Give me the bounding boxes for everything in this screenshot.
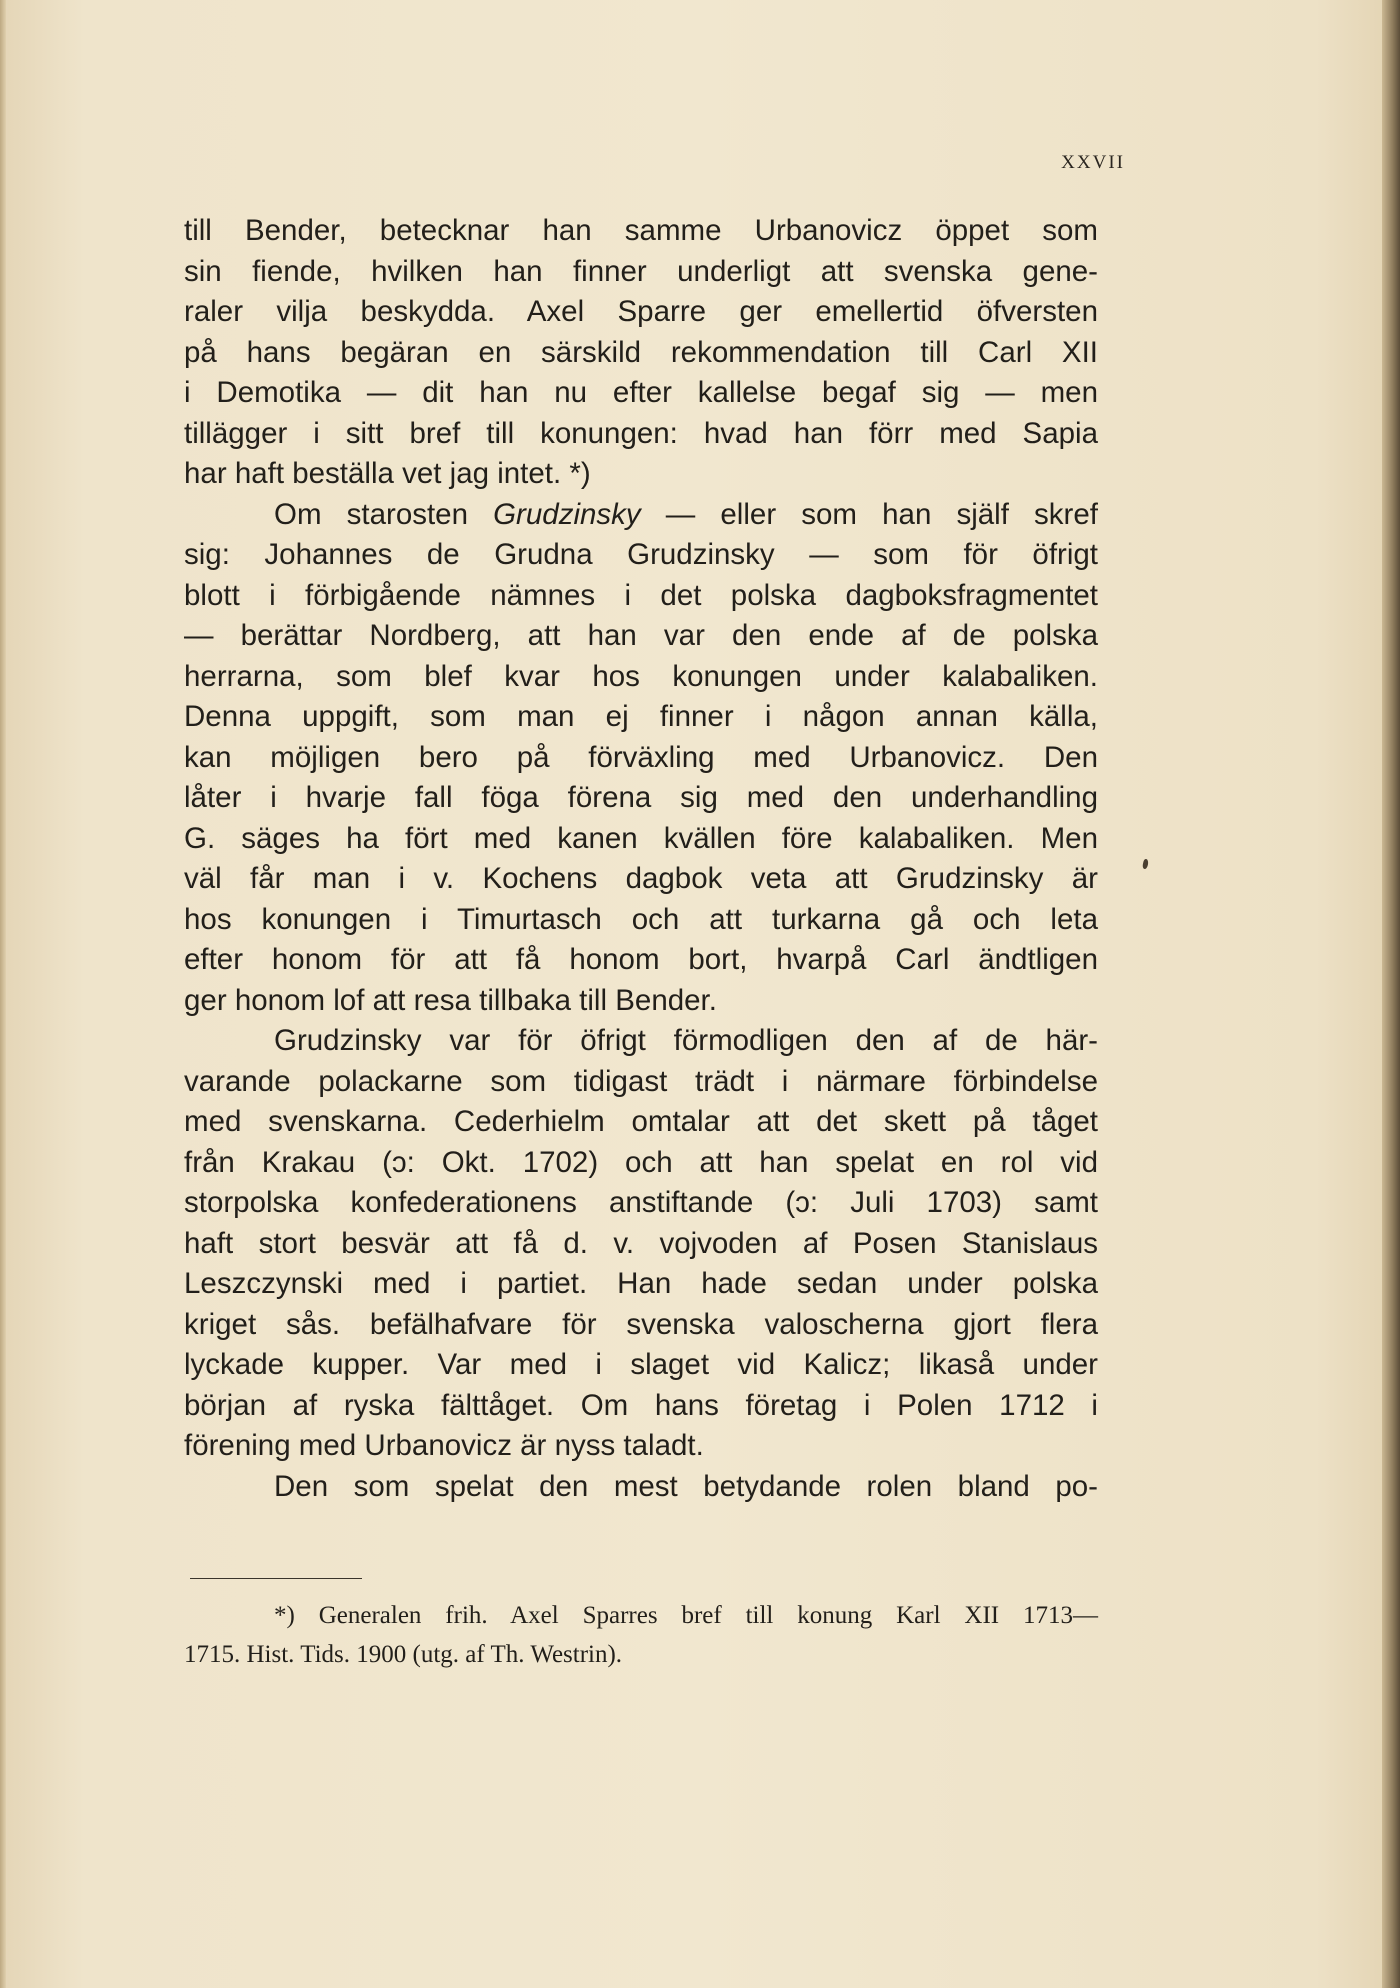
body-line: till Bender, betecknar han samme Urbanovicz öppet som xyxy=(184,214,1098,247)
body-line: början af ryska fälttåget. Om hans företag i Polen 1712 i xyxy=(184,1388,1098,1422)
body-line: i Demotika — dit han nu efter kallelse begaf sig — men xyxy=(184,376,1098,409)
body-line: G. säges ha fört med kanen kvällen före kalabaliken. Men xyxy=(184,821,1098,855)
body-line: storpolska konfederationens anstiftande (ɔ: Juli 1703) samt xyxy=(184,1186,1098,1219)
body-line: tillägger i sitt bref till konungen: hvad han förr med Sapia xyxy=(184,416,1098,450)
body-line: kriget sås. befälhafvare för svenska valoscherna gjort flera xyxy=(184,1307,1098,1341)
page-left-edge xyxy=(0,0,6,1988)
body-line: från Krakau (ɔ: Okt. 1702) och att han spelat en rol vid xyxy=(184,1145,1098,1179)
body-line: haft stort besvär att få d. v. vojvoden af Posen Stanislaus xyxy=(184,1226,1098,1260)
body-line: väl får man i v. Kochens dagbok veta att Grudzinsky är xyxy=(184,862,1098,895)
body-line: efter honom för att få honom bort, hvarpå Carl ändtligen xyxy=(184,943,1098,976)
body-line: Denna uppgift, som man ej finner i någon annan källa, xyxy=(184,700,1098,733)
body-line: raler vilja beskydda. Axel Sparre ger emellertid öfversten xyxy=(184,295,1098,328)
body-line-with-italic xyxy=(184,495,1098,536)
body-line: sin fiende, hvilken han finner underligt att svenska gene- xyxy=(184,254,1098,288)
page-number: XXVII xyxy=(1061,152,1125,173)
body-line: Leszczynski med i partiet. Han hade sedan under polska xyxy=(184,1267,1098,1300)
body-line: lyckade kupper. Var med i slaget vid Kalicz; likaså under xyxy=(184,1348,1098,1381)
body-line: hos konungen i Timurtasch och att turkarna gå och leta xyxy=(184,902,1098,936)
body-line: sig: Johannes de Grudna Grudzinsky — som för öfrigt xyxy=(184,538,1098,571)
body-line: låter i hvarje fall föga förena sig med den underhandling xyxy=(184,781,1098,814)
page-right-edge xyxy=(1382,0,1400,1988)
body-line: varande polackarne som tidigast trädt i närmare förbindelse xyxy=(184,1064,1098,1098)
body-line: har haft beställa vet jag intet. *) xyxy=(184,457,591,490)
body-line: kan möjligen bero på förväxling med Urbanovicz. Den xyxy=(184,740,1098,774)
footnote-divider xyxy=(190,1578,362,1579)
ink-speck xyxy=(1142,859,1149,870)
body-text xyxy=(184,211,1098,1507)
body-line: med svenskarna. Cederhielm omtalar att det skett på tåget xyxy=(184,1105,1098,1138)
line-segment: — eller som han själf skref xyxy=(640,497,1098,531)
footnote-line: 1715. Hist. Tids. 1900 (utg. af Th. Westrin). xyxy=(184,1641,623,1668)
body-line: på hans begäran en särskild rekommendation till Carl XII xyxy=(184,335,1098,369)
body-line: Grudzinsky var för öfrigt förmodligen den af de här- xyxy=(274,1024,1098,1057)
body-line: — berättar Nordberg, att han var den ende af de polska xyxy=(184,619,1098,652)
body-line: Den som spelat den mest betydande rolen bland po- xyxy=(274,1469,1098,1503)
line-segment: Om starosten xyxy=(274,497,494,531)
body-line: förening med Urbanovicz är nyss taladt. xyxy=(184,1429,704,1462)
italic-name: Grudzinsky xyxy=(493,497,641,531)
footnote xyxy=(184,1596,1098,1674)
body-line: ger honom lof att resa tillbaka till Bender. xyxy=(184,983,717,1017)
body-line: blott i förbigående nämnes i det polska dagboksfragmentet xyxy=(184,578,1098,612)
footnote-line: *) Generalen frih. Axel Sparres bref till konung Karl XII 1713— xyxy=(274,1602,1098,1629)
body-line: herrarna, som blef kvar hos konungen under kalabaliken. xyxy=(184,659,1098,693)
